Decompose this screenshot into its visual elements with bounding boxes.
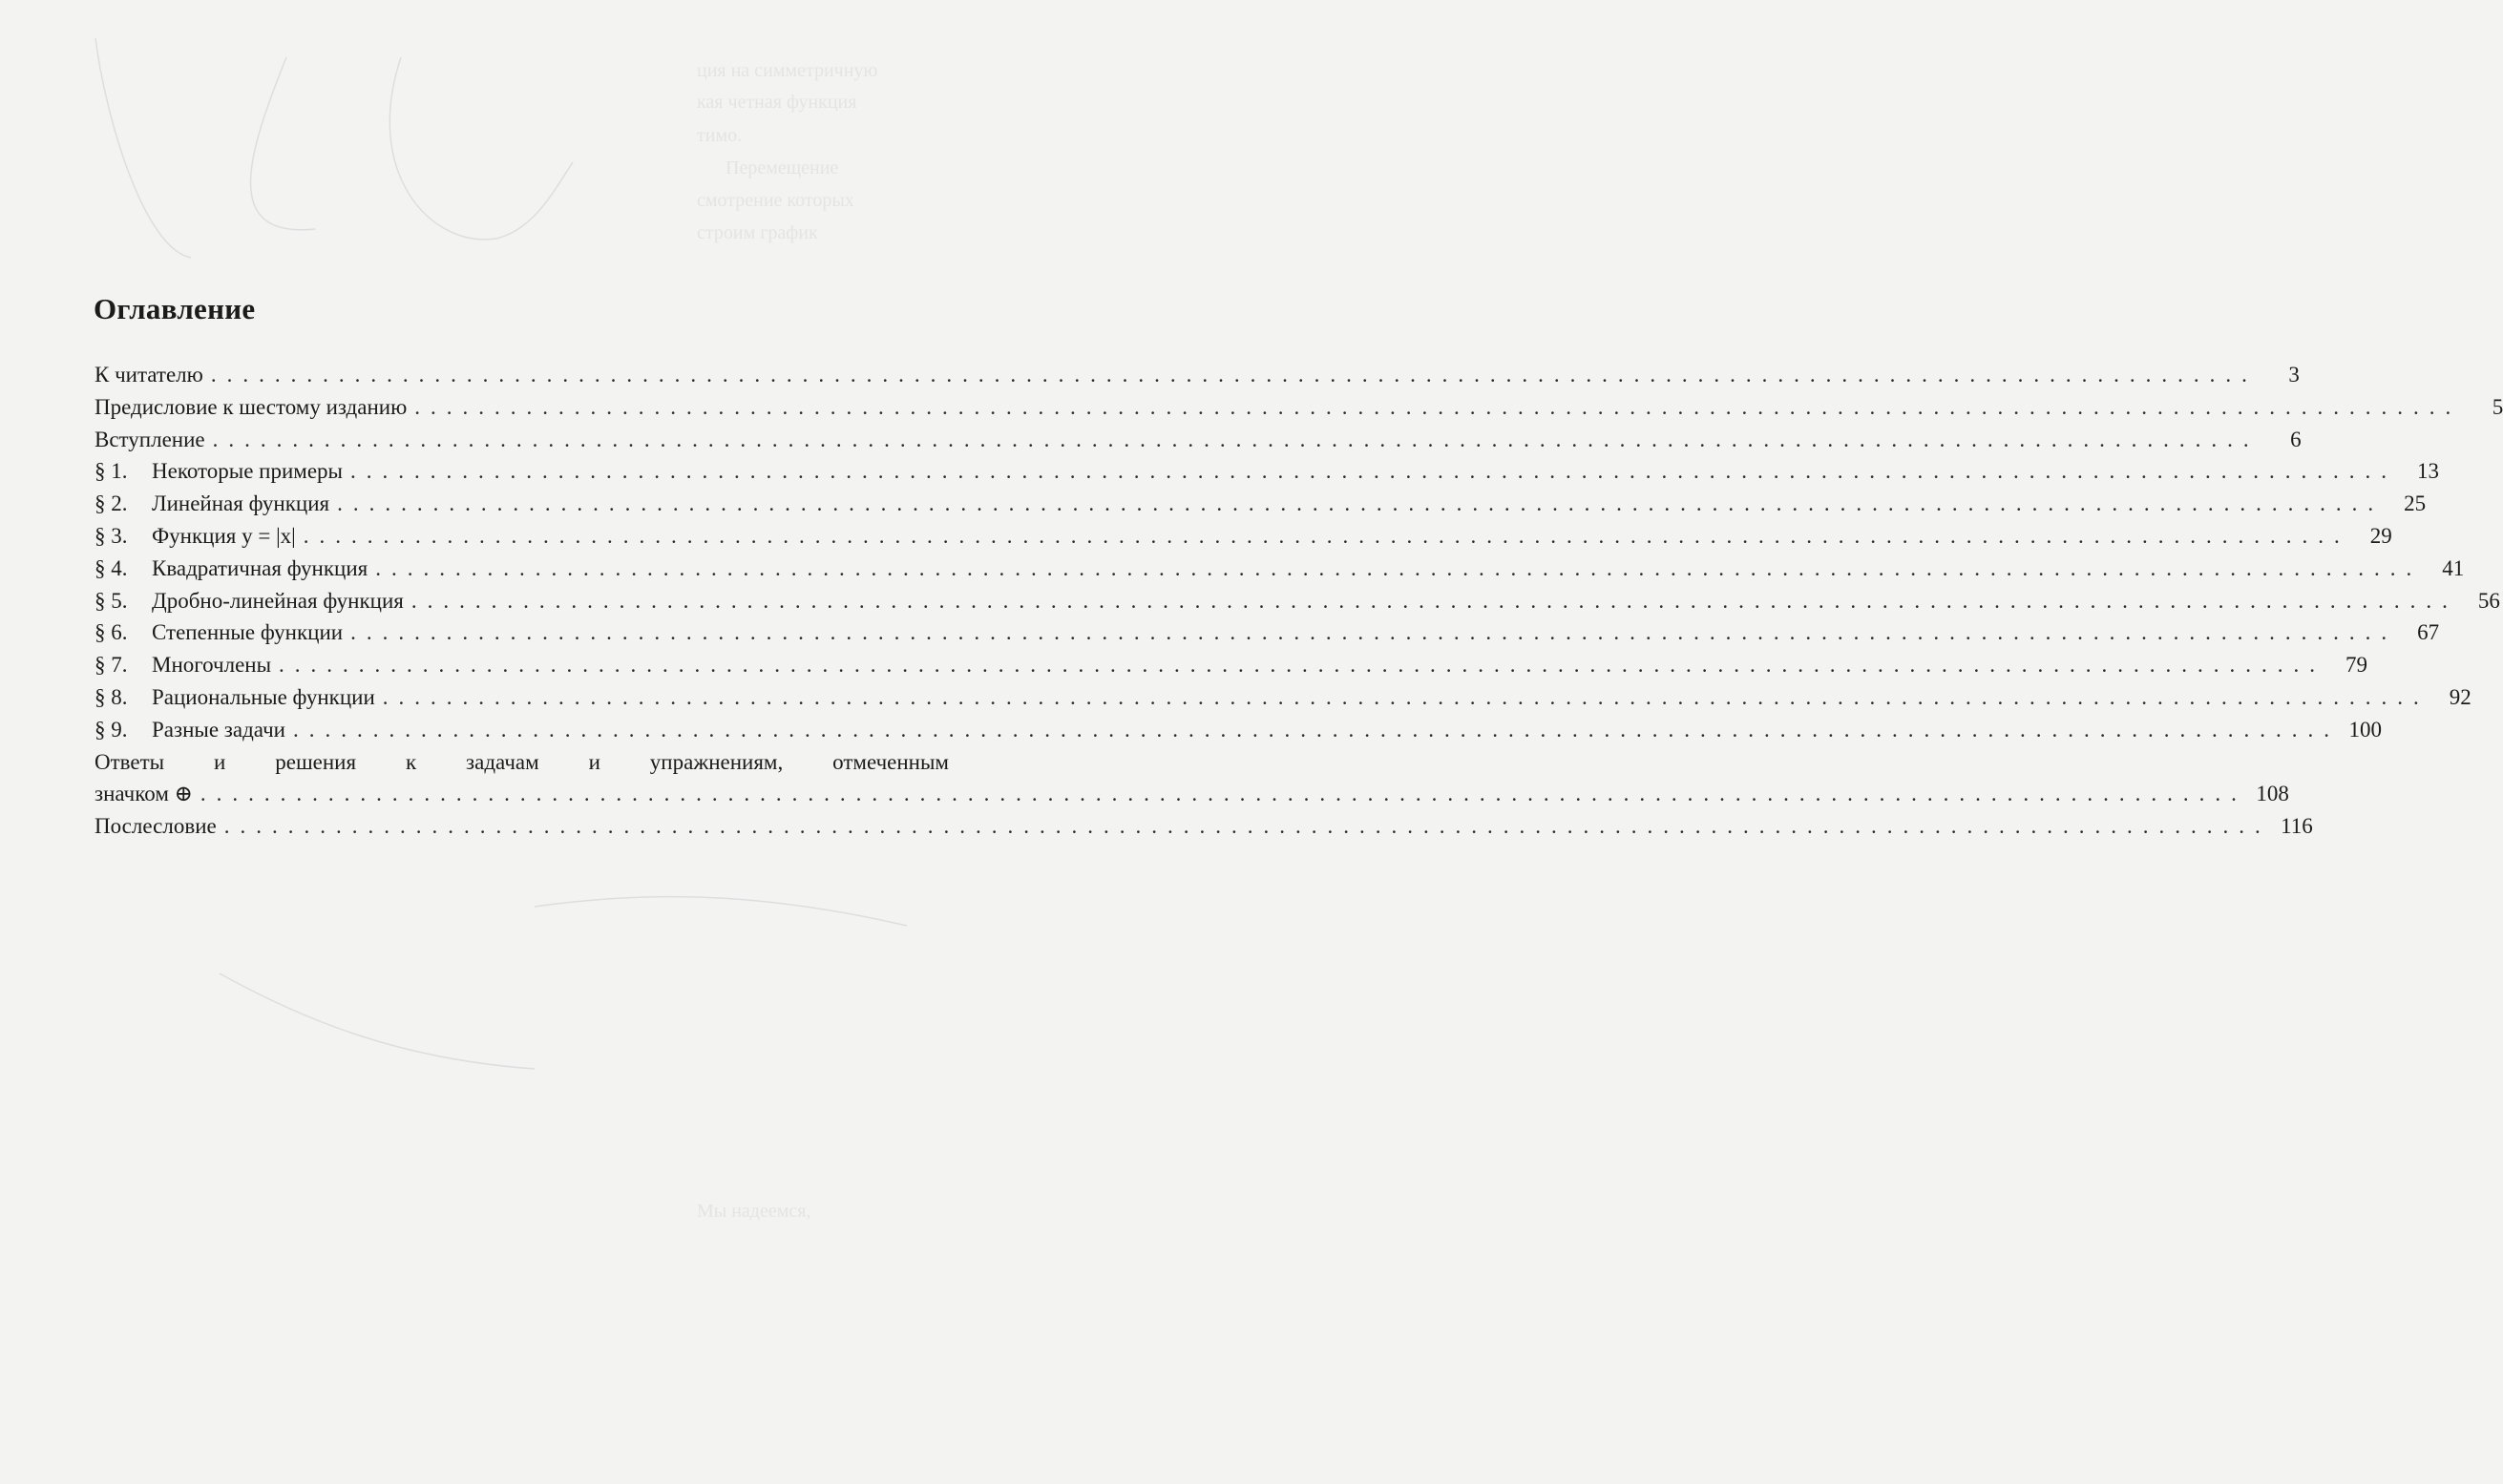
svg-text:тимо.: тимо. — [697, 125, 743, 146]
toc-entry-preface[interactable] — [95, 391, 2503, 424]
toc-entry-page: 108 — [2256, 782, 2289, 806]
toc-section-number: § 7. — [95, 653, 128, 678]
toc-entry-label: К читателю — [95, 363, 203, 387]
toc-dot-leader: ................................................................................................................................ — [292, 717, 2340, 742]
toc-entry-label: Некоторые примеры — [152, 459, 344, 484]
toc-dot-leader: ................................................................................................................................ — [414, 394, 2462, 419]
svg-text:Мы надеемся,: Мы надеемся, — [697, 1201, 811, 1222]
toc-entry-label: Степенные функции — [152, 620, 344, 645]
toc-entry-label: Линейная функция — [152, 491, 330, 516]
toc-section-number: § 2. — [95, 491, 128, 516]
toc-dot-leader: ................................................................................................................................ — [337, 491, 2385, 516]
toc-entry-page: 41 — [2442, 555, 2465, 580]
toc-entry-section-3[interactable] — [95, 520, 2392, 553]
toc-entry-introduction[interactable] — [95, 424, 2302, 456]
toc-entry-section-1[interactable] — [95, 455, 2440, 488]
toc-entry-label: Послесловие — [95, 814, 217, 839]
toc-section-number: § 5. — [95, 588, 128, 613]
toc-section-number: § 8. — [95, 684, 128, 709]
toc-entry-section-2[interactable] — [95, 488, 2427, 520]
toc-entry-page: 67 — [2417, 620, 2440, 645]
toc-dot-leader: ................................................................................................................................ — [279, 653, 2326, 678]
svg-text:кая четная функция: кая четная функция — [697, 92, 857, 113]
toc-entry-section-4[interactable] — [95, 553, 2465, 585]
toc-entry-label: значком ⊕ — [95, 782, 193, 806]
toc-entry-label: Разные задачи — [152, 717, 285, 742]
toc-section-number: § 1. — [95, 459, 128, 484]
toc-entry-answers-line-1[interactable] — [95, 746, 949, 779]
toc-dot-leader: ................................................................................................................................ — [303, 523, 2350, 548]
svg-text:ция на симметричную: ция на симметричную — [697, 60, 878, 81]
toc-dot-leader: ................................................................................................................................ — [350, 459, 2398, 484]
toc-dot-leader: ................................................................................................................................ — [223, 814, 2271, 839]
toc-entry-label: Рациональные функции — [152, 684, 375, 709]
toc-entry-answers[interactable] — [95, 778, 2289, 810]
toc-entry-label: Вступление — [95, 427, 205, 451]
toc-entry-section-7[interactable] — [95, 649, 2368, 681]
toc-entry-afterword[interactable] — [95, 810, 2313, 843]
toc-entry-label: Многочлены — [152, 653, 272, 678]
toc-dot-leader: ................................................................................................................................ — [200, 782, 2247, 806]
toc-entry-page: 56 — [2477, 588, 2500, 613]
toc-entry-to-reader[interactable] — [95, 359, 2300, 391]
toc-entry-page: 3 — [2288, 363, 2300, 387]
toc-entry-section-5[interactable] — [95, 585, 2500, 617]
toc-section-number: § 3. — [95, 523, 128, 548]
toc-entry-page: 116 — [2281, 814, 2313, 839]
toc-entry-page: 13 — [2417, 459, 2440, 484]
toc-section-number: § 4. — [95, 555, 128, 580]
toc-entry-label: Ответы и решения к задачам и упражнениям, отмеченным — [95, 749, 949, 774]
toc-entry-page: 92 — [2449, 684, 2471, 709]
svg-text:строим график: строим график — [697, 222, 818, 243]
toc-entry-section-9[interactable] — [95, 714, 2382, 746]
toc-dot-leader: ................................................................................................................................ — [382, 684, 2429, 709]
toc-dot-leader: ................................................................................................................................ — [410, 588, 2458, 613]
toc-entry-label: Квадратичная функция — [152, 555, 368, 580]
toc-entry-page: 100 — [2348, 717, 2382, 742]
toc-entry-page: 6 — [2290, 427, 2302, 451]
svg-text:Перемещение: Перемещение — [726, 157, 839, 178]
toc-section-number: § 6. — [95, 620, 128, 645]
svg-text:смотрение которых: смотрение которых — [697, 190, 854, 211]
toc-section-number: § 9. — [95, 717, 128, 742]
toc-entry-page: 5 — [2492, 394, 2503, 419]
toc-entry-page: 25 — [2404, 491, 2427, 516]
toc-entry-page: 29 — [2369, 523, 2392, 548]
table-of-contents — [95, 359, 2503, 843]
toc-entry-label: Дробно-линейная функция — [152, 588, 404, 613]
toc-entry-label: Предисловие к шестому изданию — [95, 394, 408, 419]
toc-dot-leader: ................................................................................................................................ — [350, 620, 2398, 645]
toc-title: Оглавление — [94, 292, 256, 325]
toc-entry-section-8[interactable] — [95, 681, 2471, 714]
toc-dot-leader: ................................................................................................................................ — [210, 363, 2258, 387]
toc-dot-leader: ................................................................................................................................ — [375, 555, 2423, 580]
toc-entry-label: Функция y = |x| — [152, 523, 296, 548]
toc-entry-section-6[interactable] — [95, 617, 2440, 649]
toc-entry-page: 79 — [2345, 653, 2368, 678]
toc-dot-leader: ................................................................................................................................ — [212, 427, 2260, 451]
